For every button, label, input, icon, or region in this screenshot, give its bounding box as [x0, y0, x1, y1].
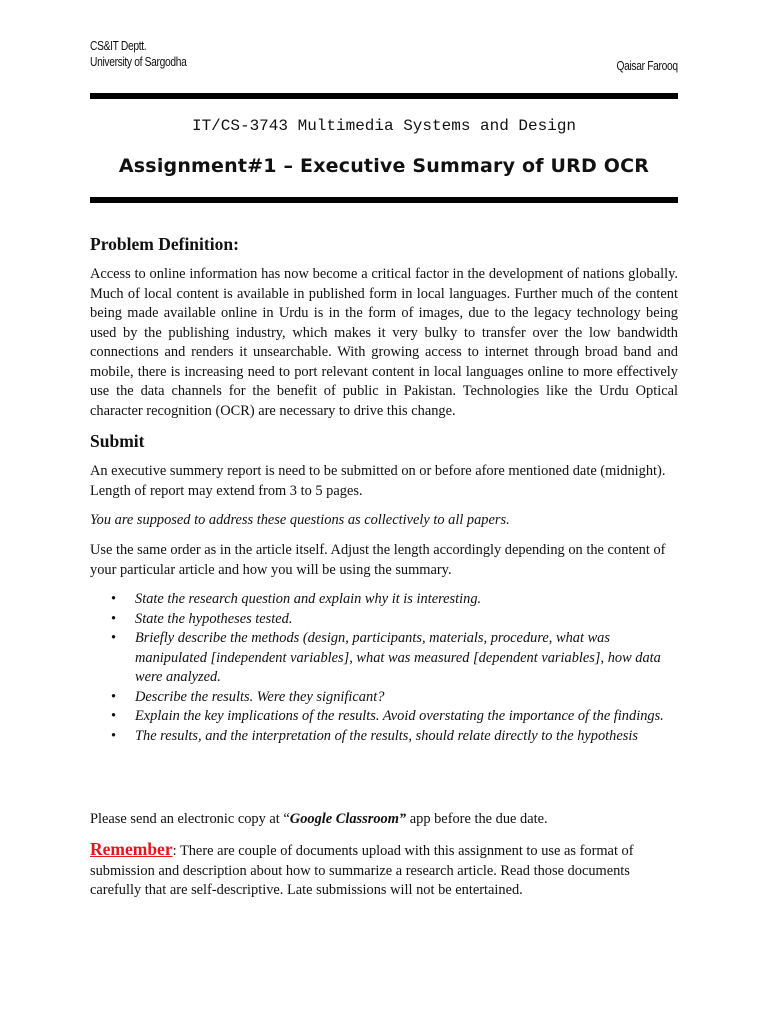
list-item — [90, 629, 678, 688]
problem-heading: Problem Definition: — [90, 234, 239, 254]
send-text-after: app before the due date. — [406, 811, 548, 827]
list-item — [90, 707, 678, 727]
submit-heading: Submit — [90, 431, 145, 451]
remember-label: Remember — [90, 839, 173, 859]
remember-paragraph — [90, 840, 678, 901]
top-rule — [90, 93, 678, 99]
send-paragraph — [90, 810, 678, 830]
question-list — [90, 590, 678, 746]
list-item-text: State the research question and explain why it is interesting. — [135, 591, 482, 607]
remember-text: There are couple of documents upload with this assignment to use as format of submission and description about how to summarize a research article. Read those documents carefully that are self-descriptive. Late submissions will not be entertained. — [90, 843, 634, 898]
list-item — [90, 727, 678, 747]
italic-note: You are supposed to address these questions as collectively to all papers. — [90, 512, 510, 528]
problem-paragraph: Access to online information has now become a critical factor in the development of nations globally. Much of local content is available in published form in local languages. Further much of the content being made available online in Urdu is in the form of images, due to the legacy technology being used by the publishing industry, which makes it very bulky to transfer over the low bandwidth connections and renders it unsearchable. With growing access to internet through broad band and mobile, there is increasing need to port relevant content in local languages online to more effectively use the data channels for the benefit of public in Pakistan. Technologies like the Urdu Optical character recognition (OCR) are necessary to drive this change. — [90, 266, 678, 419]
bullet-icon: • — [111, 727, 117, 744]
header-left — [90, 38, 186, 70]
list-item-text: Describe the results. Were they significant? — [135, 688, 385, 705]
list-item — [90, 590, 678, 610]
bullet-icon: • — [111, 630, 117, 646]
list-item-text: State the hypotheses tested. — [135, 610, 293, 627]
bullet-icon: • — [111, 688, 117, 705]
header-dept: CS&IT Deptt. — [90, 39, 147, 53]
submit-paragraph: An executive summery report is need to be submitted on or before afore mentioned date (midnight). Length of report may extend from 3 to 5 pages. — [90, 463, 666, 499]
header-author: Qaisar Farooq — [616, 59, 678, 73]
bullet-icon: • — [111, 610, 117, 627]
bullet-icon: • — [111, 591, 117, 607]
google-classroom-label: Google Classroom” — [289, 811, 407, 827]
list-item — [90, 688, 678, 708]
send-text-before: Please send an electronic copy at “ — [90, 811, 290, 827]
course-code-title: IT/CS-3743 Multimedia Systems and Design — [191, 117, 577, 135]
list-item — [90, 610, 678, 630]
bottom-rule — [90, 197, 678, 203]
list-item-text: Briefly describe the methods (design, participants, materials, procedure, what was manipulated [independent variables], what was measured [dependent variables], how data were analyzed. — [135, 630, 661, 685]
remember-colon: : — [172, 843, 177, 859]
list-item-text: Explain the key implications of the results. Avoid overstating the importance of the findings. — [135, 708, 664, 724]
order-paragraph: Use the same order as in the article itself. Adjust the length accordingly depending on the content of your particular article and how you will be using the summary. — [90, 542, 666, 578]
assignment-title: Assignment#1 – Executive Summary of URD OCR — [118, 155, 650, 177]
list-item-text: The results, and the interpretation of the results, should relate directly to the hypothesis — [135, 727, 638, 744]
header-university: University of Sargodha — [90, 55, 187, 69]
bullet-icon: • — [111, 708, 117, 724]
